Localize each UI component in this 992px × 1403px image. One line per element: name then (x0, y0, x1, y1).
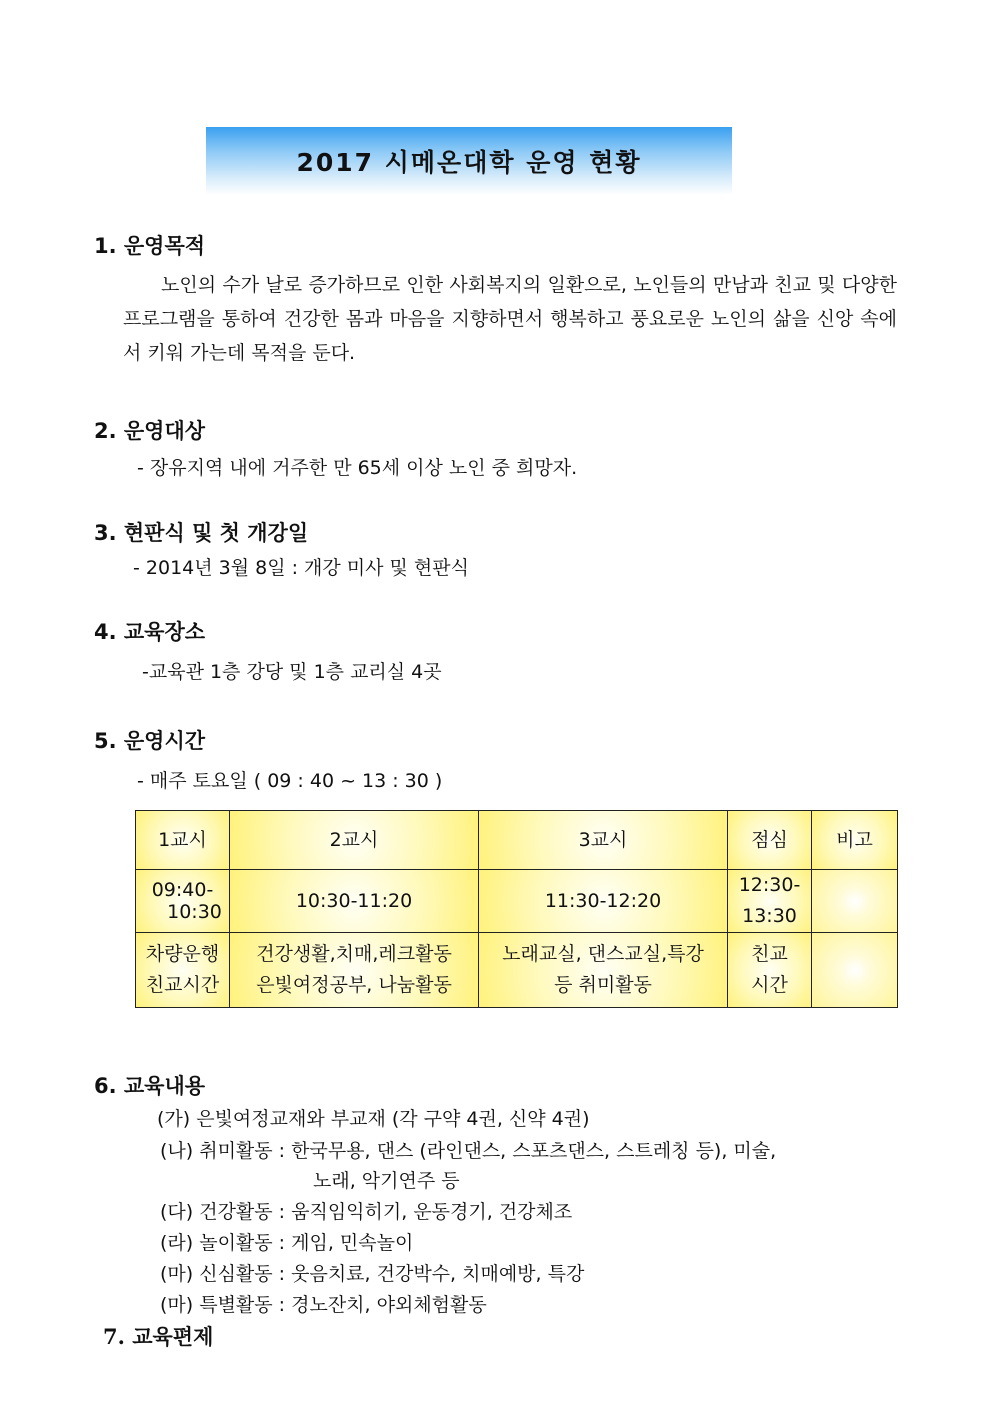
header-period-3: 3교시 (479, 811, 728, 870)
schedule-activity-row (136, 933, 898, 1008)
schedule-time-row (136, 870, 898, 933)
time-period-1-end: 10:30 (167, 901, 222, 923)
schedule-header-row (136, 811, 898, 870)
heading-purpose: 1. 운영목적 (94, 234, 206, 258)
heading-curriculum: 7. 교육편제 (103, 1324, 214, 1349)
content-item: (나) 취미활동 : 한국무용, 댄스 (라인댄스, 스포츠댄스, 스트레칭 등), 미술, (160, 1140, 777, 1162)
heading-target: 2. 운영대상 (94, 419, 206, 443)
heading-hours: 5. 운영시간 (94, 729, 206, 753)
content-item: (마) 신심활동 : 웃음치료, 건강박수, 치매예방, 특강 (160, 1263, 585, 1285)
activity-period-1 (136, 933, 230, 1008)
purpose-text: 노인의 수가 날로 증가하므로 인한 사회복지의 일환으로, 노인들의 만남과 친교 및 다양한 프로그램을 통하여 건강한 몸과 마음을 지향하면서 행복하고 풍요로운 노인의 삶을 신앙 속에서 키워 가는데 목적을 둔다. (123, 274, 897, 364)
location-text: -교육관 1층 강당 및 1층 교리실 4곳 (142, 661, 442, 683)
activity-remarks (812, 933, 898, 1008)
activity-period-2-line2: 은빛여정공부, 나눔활동 (256, 974, 452, 996)
schedule-table (135, 810, 898, 1008)
activity-period-2-line1: 건강생활,치매,레크활동 (256, 943, 452, 965)
activity-period-1-line1: 차량운행 (145, 943, 220, 965)
heading-location: 4. 교육장소 (94, 620, 206, 644)
activity-period-3 (479, 933, 728, 1008)
header-lunch: 점심 (728, 811, 812, 870)
time-lunch (728, 870, 812, 933)
header-period-1: 1교시 (136, 811, 230, 870)
activity-lunch-line1: 친교 (751, 943, 788, 965)
heading-content: 6. 교육내용 (94, 1074, 206, 1098)
content-item: (라) 놀이활동 : 게임, 민속놀이 (160, 1232, 414, 1254)
activity-period-3-line1: 노래교실, 댄스교실,특강 (502, 943, 704, 965)
hours-text: - 매주 토요일 ( 09 : 40 ~ 13 : 30 ) (137, 770, 443, 792)
activity-period-3-line2: 등 취미활동 (554, 974, 652, 996)
time-period-1-start: 09:40- (151, 879, 214, 901)
activity-lunch-line2: 시간 (751, 974, 788, 996)
header-period-2: 2교시 (230, 811, 479, 870)
time-lunch-start: 12:30- (738, 874, 801, 896)
time-lunch-end: 13:30 (742, 905, 797, 927)
document-title: 2017 시메온대학 운영 현황 (296, 148, 642, 177)
time-period-1 (136, 870, 230, 933)
time-remarks (812, 870, 898, 933)
target-text: - 장유지역 내에 거주한 만 65세 이상 노인 중 희망자. (137, 457, 578, 479)
time-period-2: 10:30-11:20 (230, 870, 479, 933)
activity-lunch (728, 933, 812, 1008)
content-item: 노래, 악기연주 등 (313, 1170, 460, 1192)
opening-text: - 2014년 3월 8일 : 개강 미사 및 현판식 (133, 557, 469, 579)
time-period-3: 11:30-12:20 (479, 870, 728, 933)
title-banner (206, 127, 732, 195)
heading-opening: 3. 현판식 및 첫 개강일 (94, 521, 309, 545)
content-item: (가) 은빛여정교재와 부교재 (각 구약 4권, 신약 4권) (157, 1108, 590, 1130)
header-remarks: 비고 (812, 811, 898, 870)
activity-period-2 (230, 933, 479, 1008)
content-item: (마) 특별활동 : 경노잔치, 야외체험활동 (160, 1294, 487, 1316)
content-item: (다) 건강활동 : 움직임익히기, 운동경기, 건강체조 (160, 1201, 573, 1223)
activity-period-1-line2: 친교시간 (145, 974, 220, 996)
